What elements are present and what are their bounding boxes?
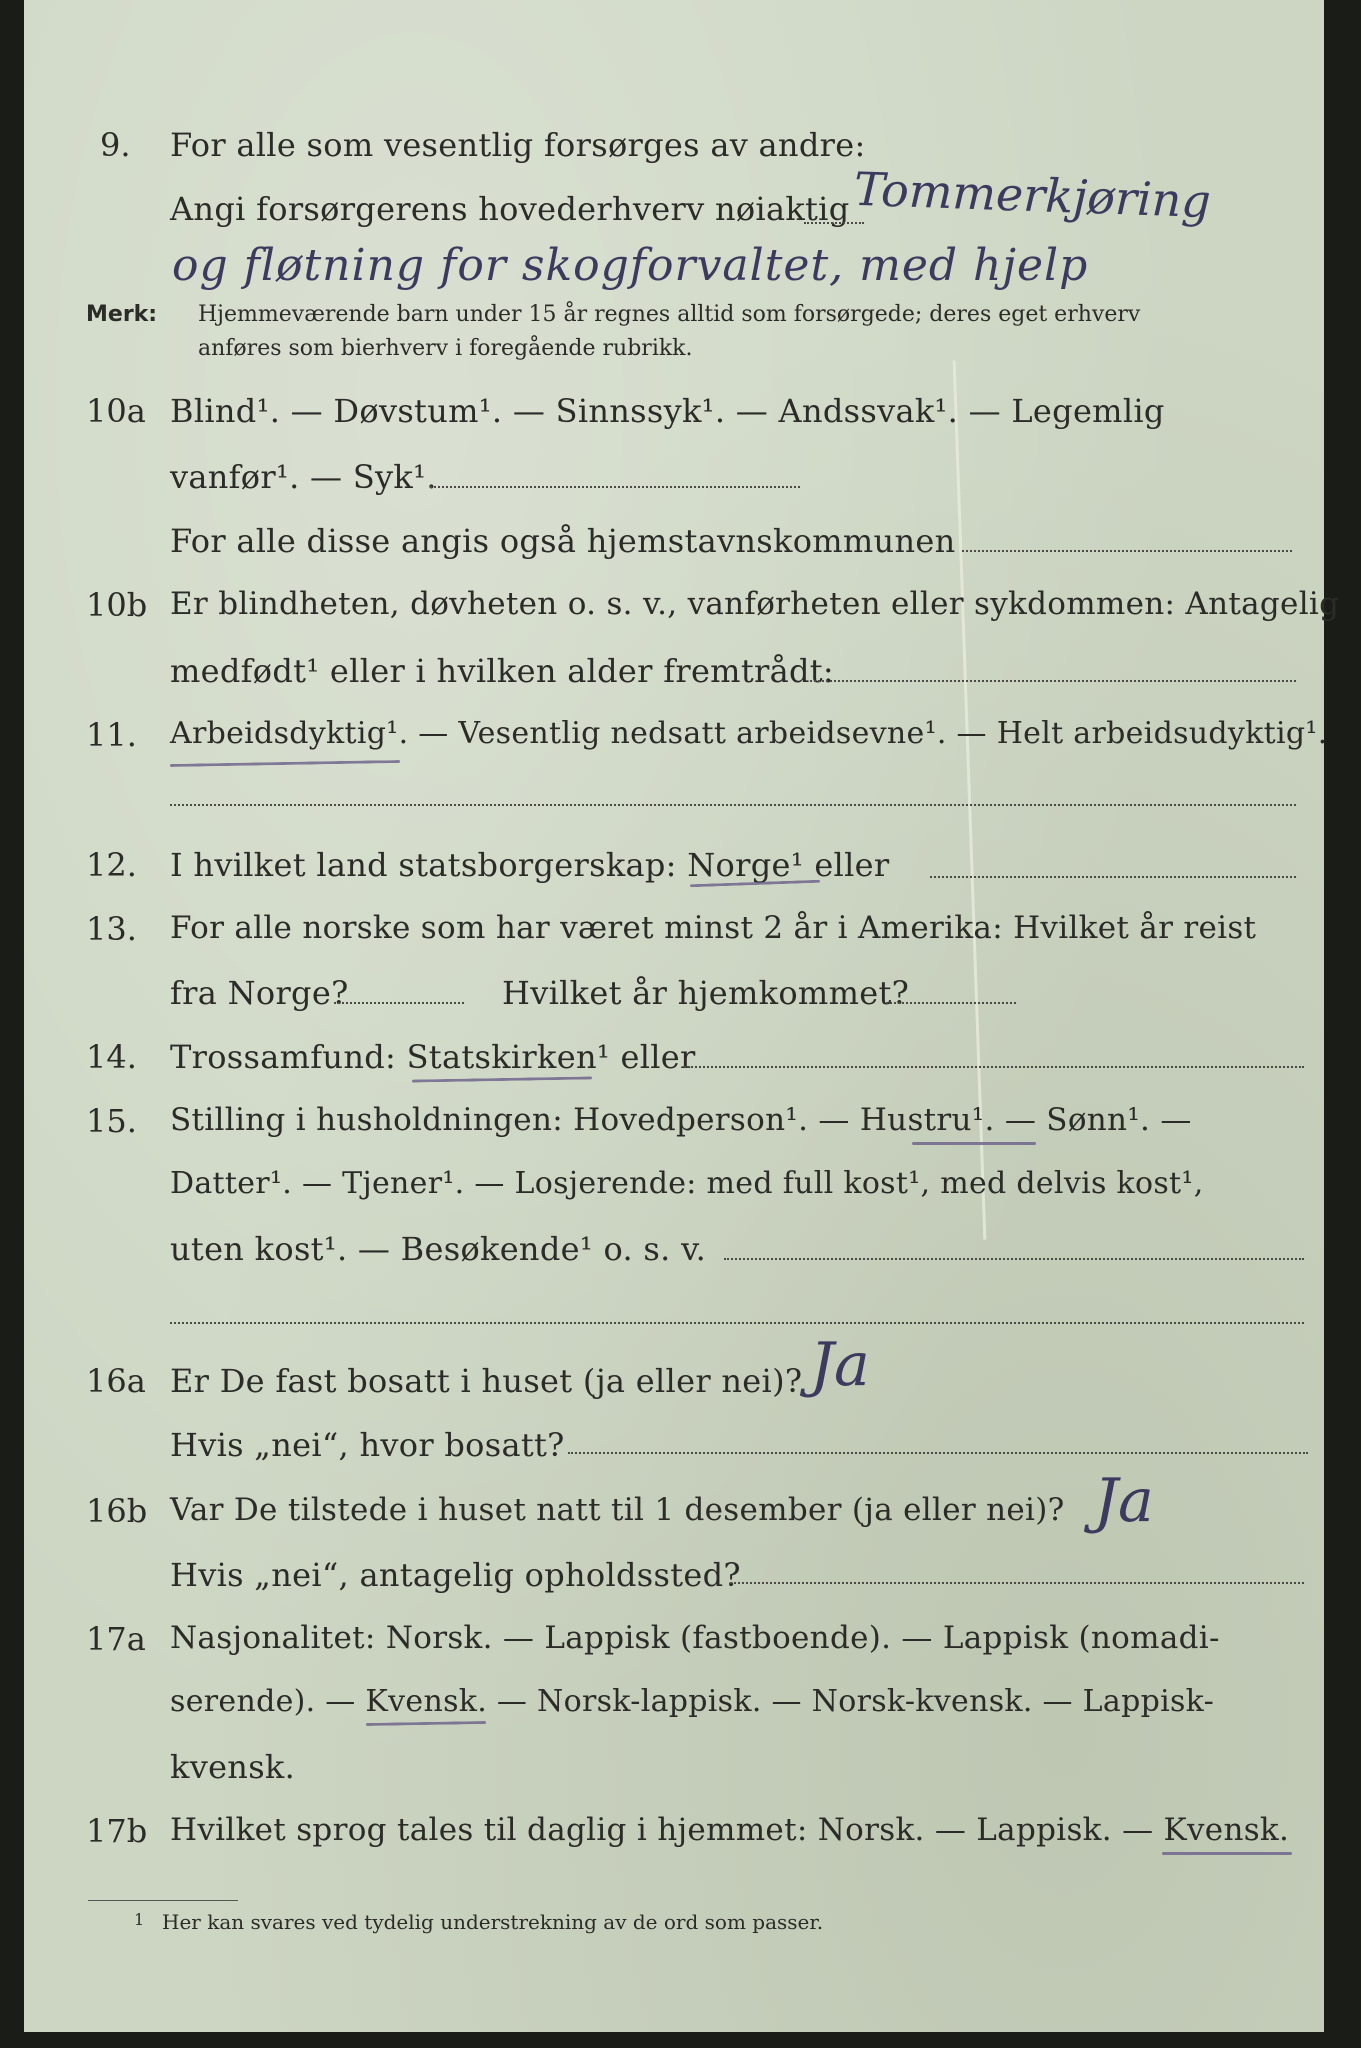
q9-fill-line [804, 222, 864, 224]
q16b-number: 16b [86, 1492, 148, 1530]
q10a-fill-line-1[interactable] [430, 486, 800, 488]
q9-handwriting-1[interactable]: Tommerkjøring [853, 161, 1212, 229]
q11-number: 11. [86, 716, 137, 754]
q13-fill-line-2[interactable] [886, 1002, 1016, 1004]
q12-fill-line[interactable] [930, 876, 1296, 878]
q11-underline-arbeidsdyktig [170, 760, 400, 767]
q10b-line2: medfødt¹ eller i hvilken alder fremtrådt: [170, 652, 834, 690]
q9-line2: Angi forsørgerens hovederhverv nøiaktig [170, 190, 850, 228]
q16a-fill-line[interactable] [568, 1452, 1308, 1454]
q15-line2: Datter¹. — Tjener¹. — Losjerende: med full kost¹, med delvis kost¹, [170, 1166, 1204, 1201]
q13-line2a: fra Norge? [170, 974, 349, 1012]
q10a-fill-line-2[interactable] [962, 550, 1292, 552]
q14-number: 14. [86, 1038, 137, 1076]
census-form-page [24, 0, 1340, 2032]
q9-handwriting-2[interactable]: og fløtning for skogforvaltet, med hjelp [172, 240, 1089, 291]
q15-underline-hustru [912, 1142, 1036, 1145]
q17a-number: 17a [86, 1620, 146, 1658]
q13-line1: For alle norske som har været minst 2 år i Amerika: Hvilket år reist [170, 910, 1257, 946]
q10a-number: 10a [86, 392, 146, 430]
merk-note [86, 302, 157, 327]
q10b-number: 10b [86, 586, 148, 624]
merk-line2: anføres som bierhverv i foregående rubrikk. [198, 336, 693, 361]
q16a-line1: Er De fast bosatt i huset (ja eller nei)? [170, 1362, 803, 1400]
q17b-number: 17b [86, 1812, 148, 1850]
q11-line1: Arbeidsdyktig¹. — Vesentlig nedsatt arbeidsevne¹. — Helt arbeidsudyktig¹. [170, 716, 1328, 751]
q17a-underline-kvensk [366, 1721, 486, 1726]
q11-fill-line[interactable] [170, 804, 1296, 806]
q17b-line1: Hvilket sprog tales til daglig i hjemmet: Norsk. — Lappisk. — Kvensk. [170, 1812, 1290, 1848]
footnote-marker: 1 [134, 1910, 145, 1929]
q13-fill-line-1[interactable] [334, 1002, 464, 1004]
q17a-line2: serende). — Kvensk. — Norsk-lappisk. — Norsk-kvensk. — Lappisk- [170, 1684, 1215, 1719]
merk-label: Merk: [86, 302, 158, 327]
q16b-line2: Hvis „nei“, antagelig opholdssted? [170, 1556, 741, 1594]
q9-number: 9. [100, 126, 131, 164]
q13-number: 13. [86, 910, 137, 948]
q15-line3: uten kost¹. — Besøkende¹ o. s. v. [170, 1230, 707, 1268]
q13-line2b: Hvilket år hjemkommet? [502, 974, 910, 1012]
q16a-line2: Hvis „nei“, hvor bosatt? [170, 1426, 565, 1464]
q14-line1: Trossamfund: Statskirken¹ eller [170, 1038, 696, 1076]
q10a-line2: vanfør¹. — Syk¹. [170, 458, 437, 496]
merk-line1: Hjemmeværende barn under 15 år regnes alltid som forsørgede; deres eget erhverv [198, 302, 1141, 327]
q10a-line3: For alle disse angis også hjemstavnskommunen [170, 522, 956, 560]
q14-underline-statskirken [412, 1076, 592, 1082]
q12-line1: I hvilket land statsborgerskap: Norge¹ eller [170, 846, 890, 884]
q15-line1: Stilling i husholdningen: Hovedperson¹. — Hustru¹. — Sønn¹. — [170, 1102, 1192, 1138]
footnote-text: Her kan svares ved tydelig understrekning av de ord som passer. [162, 1910, 824, 1934]
q16b-answer[interactable]: Ja [1094, 1466, 1154, 1536]
q17a-line1: Nasjonalitet: Norsk. — Lappisk (fastboende). — Lappisk (nomadi- [170, 1620, 1220, 1656]
footnote-rule [88, 1900, 238, 1901]
q14-fill-line[interactable] [684, 1066, 1304, 1068]
q12-number: 12. [86, 846, 137, 884]
q9-line1: For alle som vesentlig forsørges av andre: [170, 126, 866, 164]
q17a-line3: kvensk. [170, 1748, 296, 1786]
q10b-line1: Er blindheten, døvheten o. s. v., vanførheten eller sykdommen: Antagelig [170, 586, 1340, 622]
q15-fill-line-1[interactable] [724, 1258, 1304, 1260]
q10a-line1: Blind¹. — Døvstum¹. — Sinnssyk¹. — Andssvak¹. — Legemlig [170, 392, 1165, 430]
q17b-underline-kvensk [1162, 1852, 1292, 1855]
q16b-line1: Var De tilstede i huset natt til 1 desember (ja eller nei)? [170, 1492, 1065, 1528]
q15-number: 15. [86, 1102, 137, 1140]
q15-fill-line-2[interactable] [170, 1322, 1304, 1324]
q16a-number: 16a [86, 1362, 146, 1400]
q10b-fill-line[interactable] [810, 680, 1296, 682]
q16a-answer[interactable]: Ja [810, 1330, 870, 1400]
q16b-fill-line[interactable] [730, 1582, 1304, 1584]
